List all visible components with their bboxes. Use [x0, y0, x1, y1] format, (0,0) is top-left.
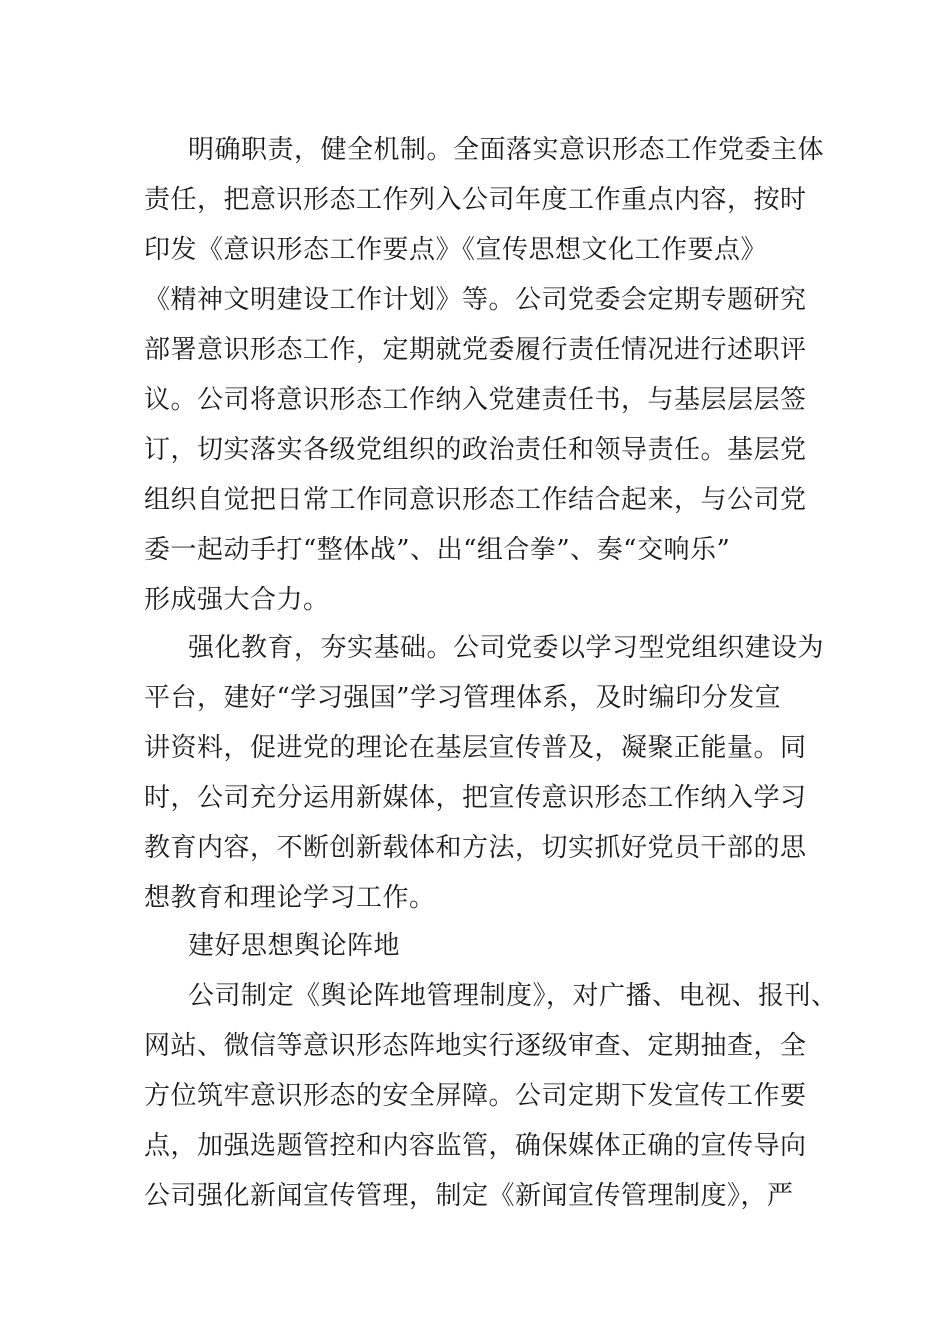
text-line: 《精神文明建设工作计划》等。公司党委会定期专题研究 — [144, 285, 807, 315]
text-line: 议。公司将意识形态工作纳入党建责任书，与基层层层签 — [144, 385, 807, 415]
text-line: 讲资料，促进党的理论在基层宣传普及，凝聚正能量。同 — [144, 733, 807, 763]
text-line: 责任，把意识形态工作列入公司年度工作重点内容，按时 — [144, 185, 807, 215]
text-line: 形成强大合力。 — [144, 585, 330, 615]
text-line: 想教育和理论学习工作。 — [144, 883, 436, 913]
text-line: 组织自觉把日常工作同意识形态工作结合起来，与公司党 — [144, 485, 807, 515]
text-line: 时，公司充分运用新媒体，把宣传意识形态工作纳入学习 — [144, 783, 807, 813]
text-line: 印发《意识形态工作要点》《宣传思想文化工作要点》 — [144, 235, 768, 265]
text-line: 部署意识形态工作，定期就党委履行责任情况进行述职评 — [144, 335, 807, 365]
text-line: 强化教育，夯实基础。公司党委以学习型党组织建设为 — [188, 633, 825, 663]
text-line: 明确职责，健全机制。全面落实意识形态工作党委主体 — [188, 135, 825, 165]
text-line: 平台，建好“学习强国”学习管理体系，及时编印分发宣 — [144, 683, 782, 713]
text-line: 网站、微信等意识形态阵地实行逐级审查、定期抽查，全 — [144, 1031, 807, 1061]
text-line: 公司制定《舆论阵地管理制度》，对广播、电视、报刊、 — [188, 981, 838, 1011]
text-line: 点，加强选题管控和内容监管，确保媒体正确的宣传导向 — [144, 1131, 807, 1161]
text-line: 公司强化新闻宣传管理，制定《新闻宣传管理制度》，严 — [144, 1181, 794, 1211]
text-line: 订，切实落实各级党组织的政治责任和领导责任。基层党 — [144, 435, 807, 465]
text-line: 委一起动手打“整体战”、出“组合拳”、奏“交响乐” — [144, 535, 731, 565]
text-line: 教育内容，不断创新载体和方法，切实抓好党员干部的思 — [144, 833, 807, 863]
text-line: 方位筑牢意识形态的安全屏障。公司定期下发宣传工作要 — [144, 1081, 807, 1111]
section-heading: 建好思想舆论阵地 — [188, 931, 401, 961]
